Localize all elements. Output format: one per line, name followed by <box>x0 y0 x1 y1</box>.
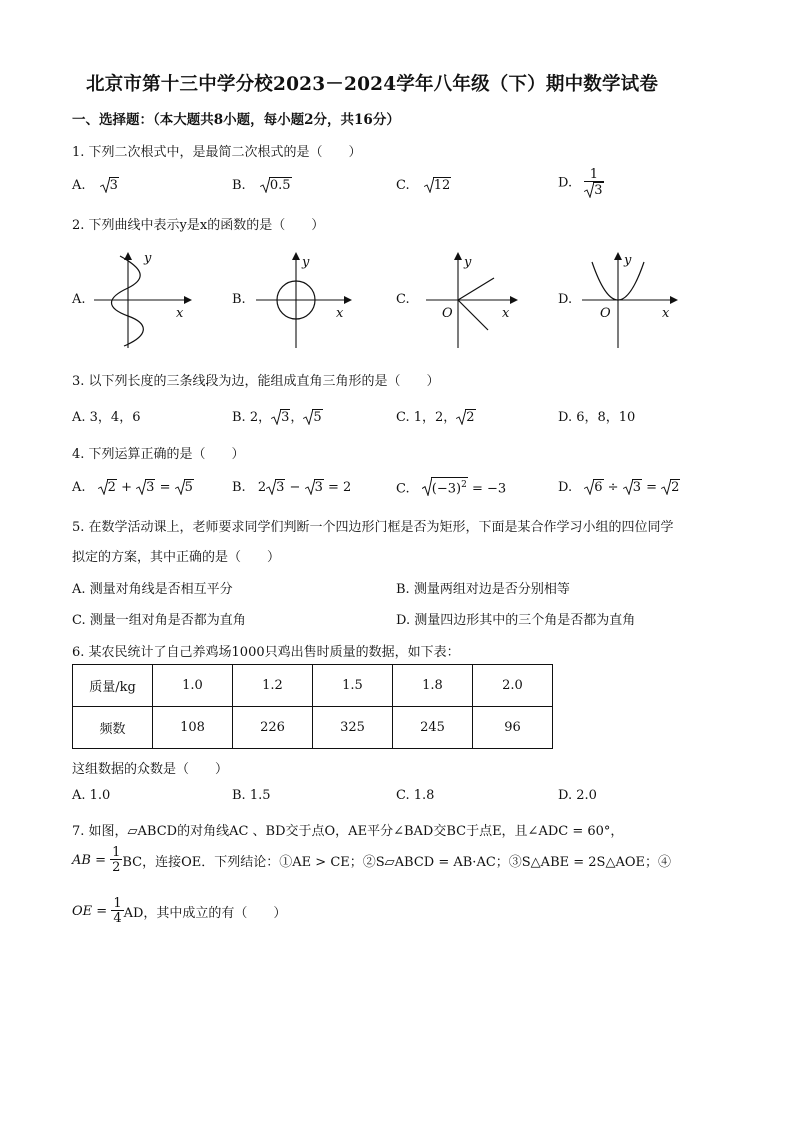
q3-option-d: D. 6，8，10 <box>558 410 636 425</box>
q2-option-b-label: B. <box>232 292 246 307</box>
q4-option-b-label: B. <box>232 480 246 495</box>
q5-option-d: D. 测量四边形其中的三个角是否都为直角 <box>396 613 636 628</box>
q3-option-c-sqrt: 2 <box>456 409 475 425</box>
q1-option-b-label: B. <box>232 178 246 193</box>
q2-d-y-label: y <box>624 253 632 268</box>
q6-option-c: C. 1.8 <box>396 788 435 803</box>
q1-stem: 1. 下列二次根式中，是最简二次根式的是（ ） <box>72 145 362 160</box>
q5-option-b: B. 测量两组对边是否分别相等 <box>396 582 570 597</box>
table-cell: 325 <box>313 707 393 749</box>
q2-option-c-label: C. <box>396 292 410 307</box>
table-cell: 频数 <box>73 707 153 749</box>
q7-line2: AB = $\frac{1}{2}$ BC，连接OE．下列结论：①AE > CE；②S▱ABCD = AB·AC；③S△ABE = 2S△AOE；④ <box>72 845 671 875</box>
q4-option-a-label: A. <box>72 480 86 495</box>
q5-option-c: C. 测量一组对角是否都为直角 <box>72 613 246 628</box>
q4-option-c-label: C. <box>396 481 410 497</box>
q5-stem-line1: 5. 在数学活动课上，老师要求同学们判断一个四边形门框是否为矩形，下面是某合作学习小组的四位同学 <box>72 520 674 535</box>
q5-stem-line2: 拟定的方案，其中正确的是（ ） <box>72 550 281 565</box>
q2-a-x-label: x <box>176 306 184 321</box>
q1-option-d-sqrt: 3 <box>584 182 603 198</box>
q2-d-origin-label: O <box>600 306 611 321</box>
table-cell: 1.5 <box>313 665 393 707</box>
q1-option-a <box>72 177 119 193</box>
q5-option-a: A. 测量对角线是否相互平分 <box>72 582 233 597</box>
q1-option-a-label: A. <box>72 178 86 193</box>
table-cell: 1.0 <box>153 665 233 707</box>
table-cell: 1.8 <box>393 665 473 707</box>
q4-stem: 4. 下列运算正确的是（ ） <box>72 447 245 462</box>
q2-a-y-label: y <box>144 251 152 266</box>
q2-graph-c <box>418 248 528 350</box>
q6-option-d: D. 2.0 <box>558 788 597 803</box>
q7-fraction-half: $\frac{1}{2}$ <box>112 845 121 875</box>
table-cell: 108 <box>153 707 233 749</box>
q3-option-b-text: B. 2， <box>232 410 272 425</box>
q2-stem: 2. 下列曲线中表示y是x的函数的是（ ） <box>72 218 325 233</box>
q6-option-a: A. 1.0 <box>72 788 111 803</box>
table-cell: 96 <box>473 707 553 749</box>
q1-option-c-label: C. <box>396 178 410 193</box>
q2-c-origin-label: O <box>442 306 453 321</box>
q6-stem: 6. 某农民统计了自己养鸡场1000只鸡出售时质量的数据，如下表： <box>72 645 460 660</box>
q1-option-d <box>558 168 604 198</box>
table-row <box>73 707 553 749</box>
q2-c-y-label: y <box>464 255 472 270</box>
q7-fraction-quarter: $\frac{1}{4}$ <box>113 896 122 926</box>
q3-option-b-sqrt1: 3 <box>271 409 290 425</box>
q2-graph-a <box>90 248 200 350</box>
section-heading: 一、选择题：（本大题共8小题，每小题2分，共16分） <box>72 112 400 128</box>
q7-line3: OE = $\frac{1}{4}$ AD，其中成立的有（ ） <box>72 896 287 926</box>
table-cell: 245 <box>393 707 473 749</box>
table-row <box>73 665 553 707</box>
q1-option-c-sqrt: 12 <box>424 177 452 193</box>
q2-option-d-label: D. <box>558 292 573 307</box>
q2-d-x-label: x <box>662 306 670 321</box>
q2-graph-d <box>578 248 688 350</box>
q3-option-a: A. 3，4，6 <box>72 410 141 425</box>
q2-c-x-label: x <box>502 306 510 321</box>
table-cell: 226 <box>233 707 313 749</box>
table-cell: 1.2 <box>233 665 313 707</box>
table-cell: 2.0 <box>473 665 553 707</box>
q3-option-b: B. 2， 3， 5 <box>232 410 322 425</box>
page-title: 北京市第十三中学分校2023－2024学年八年级（下）期中数学试卷 <box>86 74 659 95</box>
q1-option-d-label: D. <box>558 175 573 191</box>
q7-line1: 7. 如图，▱ABCD的对角线AC 、BD交于点O，AE平分∠BAD交BC于点E，且∠ADC = 60°， <box>72 824 624 839</box>
q2-b-y-label: y <box>302 255 310 270</box>
q6-question: 这组数据的众数是（ ） <box>72 762 229 777</box>
q4-option-b: B. 2 3 − 3 = 2 <box>232 480 352 495</box>
q2-graph-b <box>252 248 362 350</box>
q6-frequency-table <box>72 664 553 749</box>
q1-option-d-fraction: $\frac{1}{3}$ <box>584 168 603 198</box>
q3-option-c-text: C. 1，2， <box>396 410 457 425</box>
q4-option-d: D. 6 ÷ 3 = 2 <box>558 480 680 495</box>
q1-option-b-sqrt: 0.5 <box>260 177 292 193</box>
q3-option-c <box>396 406 476 425</box>
q2-option-a-label: A. <box>72 292 86 307</box>
q3-stem: 3. 以下列长度的三条线段为边，能组成直角三角形的是（ ） <box>72 374 440 389</box>
q2-b-x-label: x <box>336 306 344 321</box>
q6-option-b: B. 1.5 <box>232 788 271 803</box>
q1-option-a-sqrt: 3 <box>100 177 119 193</box>
table-cell: 质量/kg <box>73 665 153 707</box>
q1-option-b <box>232 177 292 193</box>
q4-option-c: C. $(-3)^2 = -3$ <box>396 477 506 496</box>
q3-option-b-sqrt2: 5 <box>303 409 322 425</box>
q1-option-c <box>396 177 451 193</box>
q4-option-d-label: D. <box>558 480 573 495</box>
q4-option-a: A. 2 + 3 = 5 <box>72 480 193 495</box>
